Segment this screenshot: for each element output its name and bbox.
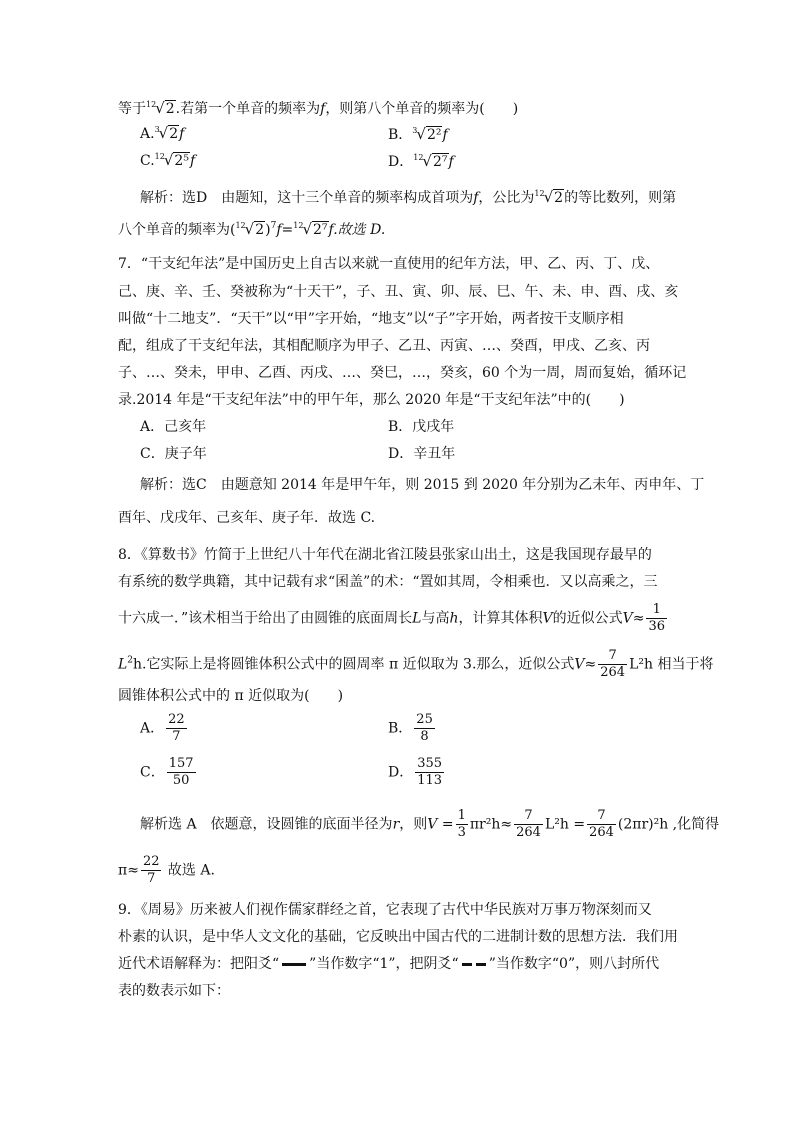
- q7-solution-line2: 酉年、戊戌年、己亥年、庚子年．故选 C.: [118, 510, 376, 526]
- q9-stem-line1: 9．《周易》历来被人们视作儒家群经之首，它表现了古代中华民族对万事万物深刻而又: [118, 902, 652, 918]
- q8-option-c: C． $\frac{157}{50}$: [140, 756, 194, 788]
- q7-option-a: A．己亥年: [140, 419, 207, 435]
- q8-stem-line3: 十六成一．”该术相当于给出了由圆锥的底面周长L与高h，计算其体积V的近似公式V≈ $\frac{1}{36}$: [118, 602, 665, 634]
- yang-line-icon: [282, 963, 306, 966]
- q8-option-d: D． $\frac{355}{113}$: [388, 756, 443, 788]
- q8-solution-line1: 解析选 A 依题意，设圆锥的底面半径为r，则V = $\frac{1}{3}$ πr²h≈ $\frac{7}{264}$ L²h = $\frac{7}{264}$ (2πr)²h ,化简得: [140, 808, 720, 840]
- q7-stem-line1: 7．“干支纪年法”是中国历史上自古以来就一直使用的纪年方法，甲、乙、丙、丁、戊、: [118, 256, 660, 272]
- q8-option-a: A． $\frac{22}{7}$: [140, 712, 185, 744]
- q7-stem-line2: 己、庚、辛、壬、癸被称为“十天干”，子、丑、寅、卯、辰、巳、午、未、申、酉、戌、亥: [118, 284, 679, 300]
- q6-option-a: A.$^3$√2f: [140, 124, 185, 142]
- q7-option-c: C．庚子年: [140, 446, 207, 462]
- q6-option-b: B．$^3$√2²f: [388, 125, 448, 143]
- q8-stem-line2: 有系统的数学典籍，其中记载有求“囷盖”的术：“置如其周，令相乘也．又以高乘之，三: [118, 574, 658, 590]
- q8-stem-line4: $L^2h$.它实际上是将圆锥体积公式中的圆周率 π 近似取为 3.那么，近似公式V≈ $\frac{7}{264}$ L²h 相当于将: [118, 648, 714, 680]
- fraction-7-264: $\frac{7}{264}$: [600, 648, 626, 680]
- q7-stem-line3: 叫做“十二地支”．“天干”以“甲”字开始，“地支”以“子”字开始，两者按干支顺序相: [118, 311, 624, 327]
- radical-12-2: $^{12}$√2: [146, 99, 175, 117]
- q6-stem: 等于$^{12}$√2.若第一个单音的频率为f，则第八个单音的频率为( ): [118, 95, 518, 119]
- yin-line-icon: [462, 963, 486, 966]
- q6-option-c: C.$^{12}$√2⁵f: [140, 151, 196, 169]
- q8-solution-line2: π≈ $\frac{22}{7}$ 故选 A.: [118, 854, 215, 886]
- q7-stem-line4: 配，组成了干支纪年法，其相配顺序为甲子、乙丑、丙寅、…、癸酉，甲戌、乙亥、丙: [118, 338, 650, 354]
- q8-stem-line5: 圆锥体积公式中的 π 近似取为( ): [118, 688, 344, 704]
- q7-stem-line6: 录.2014 年是“干支纪年法”中的甲午年，那么 2020 年是“干支纪年法”中的( ): [118, 392, 625, 408]
- q9-stem-line2: 朴素的认识，是中华人文文化的基础，它反映出中国古代的二进制计数的思想方法．我们用: [118, 929, 678, 945]
- q6-option-d: D．$^{12}$√2⁷f: [388, 152, 454, 170]
- fraction-1-36: $\frac{1}{36}$: [648, 602, 665, 634]
- q7-solution-line1: 解析：选C 由题意知 2014 年是甲午年，则 2015 到 2020 年分别为乙未年、丙申年、丁: [140, 477, 705, 493]
- q7-option-b: B．戊戌年: [388, 419, 455, 435]
- q8-option-b: B． $\frac{25}{8}$: [388, 712, 433, 744]
- q9-stem-line4: 表的数表示如下：: [118, 983, 230, 999]
- q8-stem-line1: 8．《算数书》竹简于上世纪八十年代在湖北省江陵县张家山出土，这是我国现存最早的: [118, 547, 652, 563]
- q6-solution-line2: 八个单音的频率为$(^{12}√2)^7f=^{12}√2^7f$.故选 D.: [118, 220, 386, 238]
- q6-solution-line1: 解析：选D 由题知，这十三个单音的频率构成首项为f，公比为$^{12}$√2的等比数列，则第: [140, 188, 677, 206]
- q7-stem-line5: 子、…、癸未，甲申、乙酉、丙戌、…、癸巳，…，癸亥，60 个为一周，周而复始，循环记: [118, 365, 687, 381]
- q9-stem-line3: 近代术语解释为：把阳爻“ ”当作数字“1”，把阴爻“ ”当作数字“0”，则八封所代: [118, 956, 660, 972]
- q7-option-d: D．辛丑年: [388, 446, 456, 462]
